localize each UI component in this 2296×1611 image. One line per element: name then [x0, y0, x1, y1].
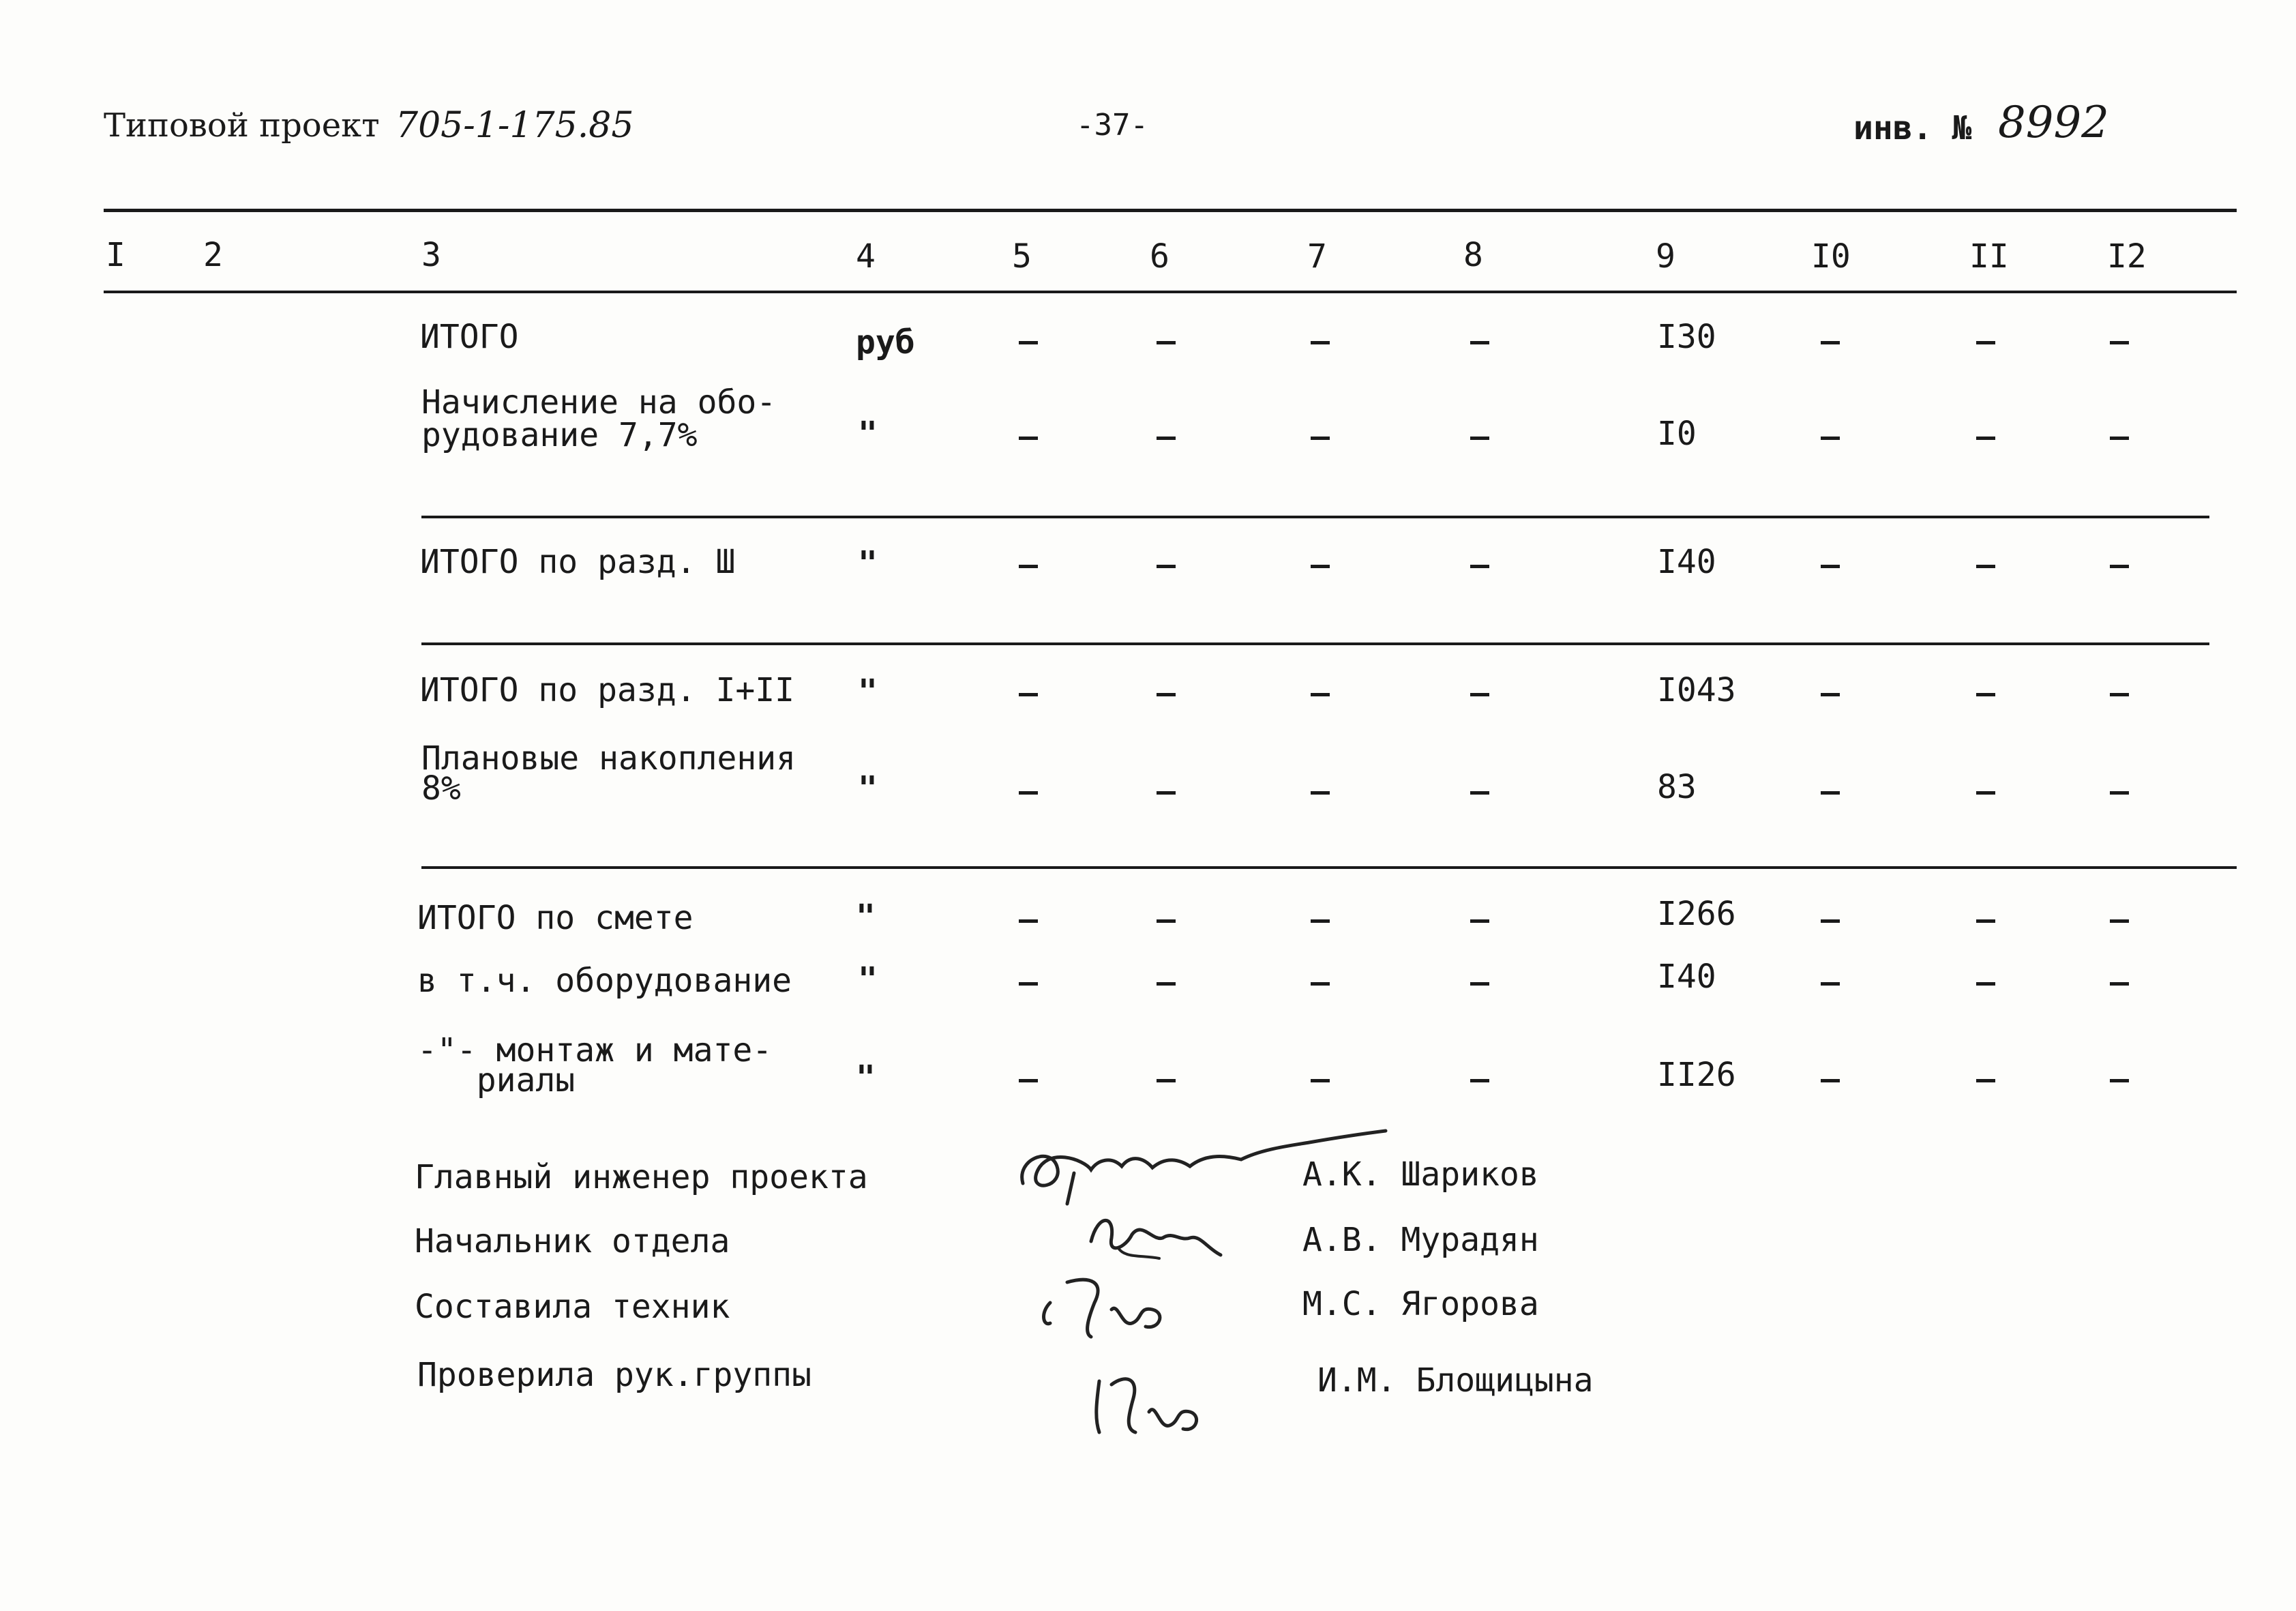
section-rule: [421, 516, 2209, 518]
row-label-line2: риалы: [417, 1061, 576, 1099]
empty-cell-dash: [1157, 693, 1176, 696]
row-unit: руб: [856, 323, 915, 361]
handwritten-signature-1: [1009, 1119, 1391, 1210]
col-header-9: 9: [1656, 237, 1675, 276]
header-inv-number: 8992: [1998, 98, 2109, 148]
empty-cell-dash: [1976, 693, 1995, 696]
empty-cell-dash: [1976, 565, 1995, 568]
row-col9-value: I043: [1657, 671, 1736, 709]
col-header-10: I0: [1811, 237, 1851, 276]
col-header-12: I2: [2107, 237, 2147, 276]
empty-cell-dash: [1821, 982, 1840, 986]
empty-cell-dash: [1470, 791, 1489, 795]
empty-cell-dash: [2110, 791, 2129, 795]
empty-cell-dash: [1311, 341, 1330, 344]
row-unit: ": [858, 960, 878, 999]
empty-cell-dash: [1311, 791, 1330, 795]
header-inv-label: инв. №: [1853, 109, 1972, 147]
empty-cell-dash: [1157, 565, 1176, 568]
empty-cell-dash: [2110, 919, 2129, 923]
handwritten-signature-4: [1084, 1364, 1207, 1442]
col-header-2: 2: [203, 236, 223, 274]
empty-cell-dash: [1019, 341, 1038, 344]
row-unit: ": [856, 898, 876, 936]
row-unit: ": [858, 544, 878, 582]
empty-cell-dash: [1821, 1079, 1840, 1082]
empty-cell-dash: [1311, 982, 1330, 986]
row-label: ИТОГО по смете: [417, 899, 694, 937]
signature-role: Начальник отдела: [415, 1222, 730, 1260]
row-col9-value: I0: [1657, 415, 1697, 453]
row-col9-value: I30: [1657, 318, 1716, 356]
empty-cell-dash: [1311, 437, 1330, 440]
empty-cell-dash: [1470, 982, 1489, 986]
col-header-8: 8: [1463, 236, 1483, 274]
header-title-prefix: Типовой проект: [104, 106, 380, 145]
row-unit: ": [858, 415, 878, 453]
section-rule: [421, 866, 2237, 869]
empty-cell-dash: [1976, 791, 1995, 795]
signature-role: Главный инженер проекта: [415, 1158, 868, 1196]
empty-cell-dash: [1157, 341, 1176, 344]
empty-cell-dash: [1821, 341, 1840, 344]
col-header-6: 6: [1150, 237, 1169, 276]
empty-cell-dash: [1311, 565, 1330, 568]
col-header-11: II: [1969, 237, 2009, 276]
row-col9-value: 83: [1657, 768, 1697, 806]
col-header-5: 5: [1012, 237, 1032, 276]
row-label: ИТОГО по разд. Ш: [420, 543, 736, 581]
row-label-line1: Начисление на обо-: [421, 383, 777, 422]
empty-cell-dash: [2110, 565, 2129, 568]
row-unit: ": [856, 1059, 876, 1097]
empty-cell-dash: [2110, 341, 2129, 344]
row-col9-value: II26: [1657, 1056, 1736, 1094]
empty-cell-dash: [1019, 919, 1038, 923]
empty-cell-dash: [1311, 693, 1330, 696]
empty-cell-dash: [1470, 919, 1489, 923]
table-header-rule: [104, 291, 2237, 293]
empty-cell-dash: [1470, 1079, 1489, 1082]
empty-cell-dash: [1821, 791, 1840, 795]
empty-cell-dash: [1470, 437, 1489, 440]
header-page-number: -37-: [1076, 108, 1148, 143]
table-top-rule: [104, 209, 2237, 212]
empty-cell-dash: [1019, 565, 1038, 568]
empty-cell-dash: [1821, 693, 1840, 696]
handwritten-signature-3: [1030, 1262, 1180, 1346]
row-label-line2: рудование 7,7%: [421, 416, 698, 454]
empty-cell-dash: [1976, 1079, 1995, 1082]
empty-cell-dash: [1976, 341, 1995, 344]
empty-cell-dash: [1821, 919, 1840, 923]
empty-cell-dash: [1157, 982, 1176, 986]
signature-role: Составила техник: [415, 1288, 730, 1326]
row-label: ИТОГО: [420, 318, 519, 356]
row-label-line1: Плановые накопления: [421, 739, 796, 778]
empty-cell-dash: [1470, 693, 1489, 696]
empty-cell-dash: [1157, 437, 1176, 440]
col-header-4: 4: [856, 237, 876, 276]
empty-cell-dash: [1311, 919, 1330, 923]
empty-cell-dash: [1157, 919, 1176, 923]
row-label: ИТОГО по разд. I+II: [420, 671, 795, 709]
empty-cell-dash: [1019, 437, 1038, 440]
empty-cell-dash: [1821, 565, 1840, 568]
row-col9-value: I266: [1657, 895, 1736, 933]
header-project-number: 705-1-175.85: [396, 105, 634, 146]
empty-cell-dash: [1019, 693, 1038, 696]
signature-name: И.М. Блощицына: [1317, 1361, 1594, 1400]
empty-cell-dash: [1976, 919, 1995, 923]
row-unit: ": [858, 769, 878, 808]
empty-cell-dash: [1470, 341, 1489, 344]
section-rule: [421, 642, 2209, 645]
empty-cell-dash: [2110, 693, 2129, 696]
empty-cell-dash: [1019, 1079, 1038, 1082]
empty-cell-dash: [2110, 437, 2129, 440]
col-header-1: I: [106, 236, 125, 274]
row-unit: ": [858, 673, 878, 711]
signature-role: Проверила рук.группы: [417, 1356, 811, 1394]
empty-cell-dash: [1157, 791, 1176, 795]
row-col9-value: I40: [1657, 543, 1716, 581]
empty-cell-dash: [1470, 565, 1489, 568]
empty-cell-dash: [1019, 982, 1038, 986]
empty-cell-dash: [1157, 1079, 1176, 1082]
row-label-line1: -"- монтаж и мате-: [417, 1031, 773, 1069]
handwritten-signature-2: [1077, 1200, 1227, 1271]
empty-cell-dash: [2110, 982, 2129, 986]
empty-cell-dash: [2110, 1079, 2129, 1082]
signature-name: М.С. Ягорова: [1302, 1285, 1539, 1323]
empty-cell-dash: [1821, 437, 1840, 440]
empty-cell-dash: [1976, 437, 1995, 440]
row-label: в т.ч. оборудование: [417, 962, 792, 1000]
signature-name: А.В. Мурадян: [1302, 1221, 1539, 1259]
col-header-3: 3: [421, 236, 441, 274]
row-label-line2: 8%: [421, 769, 461, 808]
empty-cell-dash: [1019, 791, 1038, 795]
signature-name: А.К. Шариков: [1302, 1155, 1539, 1194]
row-col9-value: I40: [1657, 958, 1716, 996]
empty-cell-dash: [1311, 1079, 1330, 1082]
col-header-7: 7: [1307, 237, 1327, 276]
empty-cell-dash: [1976, 982, 1995, 986]
